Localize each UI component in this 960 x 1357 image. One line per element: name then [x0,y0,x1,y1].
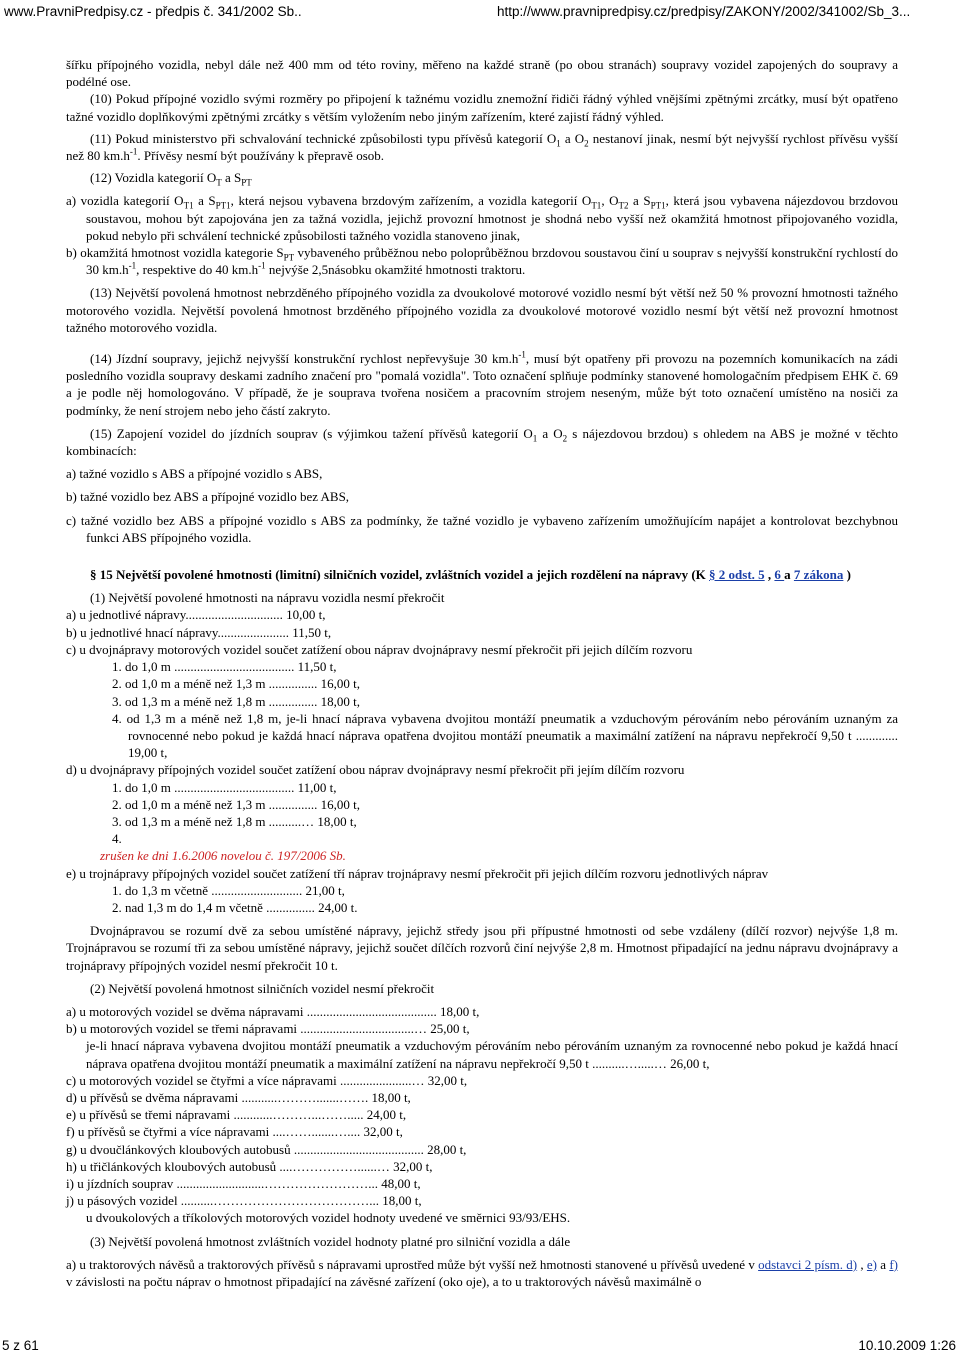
paragraph-10: (10) Pokud přípojné vozidlo svými rozměry po připojení k tažnému vozidlu znemožní řidiči řádný výhled vnějšími zpětnými zrcátky, musí být opatřeno tažné vozidlo doplňkovými zpětnými zrcátky s větším vyložením nebo jiným zařízením, které zajistí řádný výhled. [66,91,898,124]
section-15-2-h: h) u třičlánkových kloubových autobusů ....……………......… 32,00 t, [66,1158,433,1174]
section-15-2-f: f) u přívěsů se čtyřmi a více nápravami ....…….......….... 32,00 t, [66,1124,403,1140]
section-15-1-c-3: 3. od 1,3 m a méně než 1,8 m ............... 18,00 t, [112,693,361,709]
link-odst-6[interactable]: 6 [774,567,785,583]
section-15-1-c-4: 4. od 1,3 m a méně než 1,8 m, je-li hnací náprava vybavena dvojitou montáží pneumatik a vzduchovým pérováním nebo pérováním uznaným za rovnocenné nebo pokud je každá hnací náprava opatřena dvojitou montáží pneumatik a maximální zatížení na nápravu nepřekročí 9,50 t ............. 19,00 t, [112,710,898,761]
paragraph-11: (11) Pokud ministerstvo při schvalování technické způsobilosti typu přívěsů kategorií $O_1$ a $O_2$ nestanoví jinak, nesmí být nejvyšší rychlost přívěsu vyšší než 80 $km.h^{-1}$. Přívěsy nesmí být používány k přepravě osob. [66,130,898,164]
paragraph-15-c: c) tažné vozidlo bez ABS a přípojné vozidlo s ABS za podmínky, že tažné vozidlo je vybaveno zařízením umožňujícím napájet a kontrolovat bezchybnou funkci ABS přípojného vozidla. [66,512,898,545]
section-15-2-b: b) u motorových vozidel se třemi nápravami ...................................… 25,00 t, [66,1021,470,1037]
section-15-2-b-detail: je-li hnací náprava vybavena dvojitou montáží pneumatik a vzduchovým pérováním nebo pérováním uznaným za rovnocenné nebo pokud je každá hnací náprava opatřena dvojitou montáží pneumatik a maximální zatížení na nápravu nepřekročí 9,50 t ..........….....… 26,00 t, [86,1038,898,1071]
section-15-3-intro: (3) Největší povolená hmotnost zvláštních vozidel hodnoty platné pro silniční vozidla a dále [90,1233,571,1249]
section-15-1-d-2: 2. od 1,0 m a méně než 1,3 m ............... 16,00 t, [112,796,361,812]
header-url: http://www.pravnipredpisy.cz/predpisy/ZAKONY/2002/341002/Sb_3... [497,4,911,19]
section-15-1-c: c) u dvojnápravy motorových vozidel součet zatížení obou náprav dvojnápravy nesmí překročit při jejich dílčím rozvoru [66,641,693,657]
section-15-heading: § 15 Největší povolené hmotnosti (limitní) silničních vozidel, zvláštních vozidel a jejich rozdělení na nápravy (K § 2 odst. 5 , 6 a 7 zákona ) [90,567,851,583]
section-15-1-intro: (1) Největší povolené hmotnosti na nápravu vozidla nesmí překročit [90,590,445,606]
section-15-2-note: u dvoukolových a tříkolových motorových vozidel hodnoty uvedené ve směrnici 93/93/EHS. [86,1210,571,1226]
paragraph-15-b: b) tažné vozidlo bez ABS a přípojné vozidlo bez ABS, [66,489,350,505]
section-15-1-b: b) u jednotlivé hnací nápravy...................... 11,50 t, [66,624,332,640]
section-15-2-e: e) u přívěsů se třemi nápravami ............………...……..... 24,00 t, [66,1107,407,1123]
section-15-3-a: a) u traktorových návěsů a traktorových přívěsů s nápravami uprostřed může být vyšší než hmotnosti stanovené u přívěsů uvedené v odstavci 2 písm. d) , e) a f) v závislosti na počtu náprav o hmotnost připadající na závěsné zařízení (oko oje), a to u traktorových návěsů maximálně o [66,1256,898,1289]
section-15-1-d-1: 1. do 1,0 m ..................................... 11,00 t, [112,779,337,795]
section-15-2-a: a) u motorových vozidel se dvěma nápravami ........................................ 18,00 t, [66,1003,480,1019]
link-odstavci-2-pism-d[interactable]: odstavci 2 písm. d) [758,1256,858,1272]
section-15-1-definition: Dvojnápravou se rozumí dvě za sebou umístěné nápravy, jejichž středy jsou při přípustné hmotnosti od sebe vzdáleny (dílčí rozvor) nejvýše 1,8 m. Trojnápravou se rozumí tři za sebou umístěné nápravy, jejichž součet dílčích rozvorů činí nejvýše 2,8 m. Hmotnost připadající na jednu nápravu dvojnápravy a trojnápravy přípojných vozidel nesmí překročit 10 t. [66,923,898,973]
paragraph-15-a: a) tažné vozidlo s ABS a přípojné vozidlo s ABS, [66,466,323,482]
document-body [66,56,898,1290]
paragraph-14: (14) Jízdní soupravy, jejichž nejvyšší konstrukční rychlost nepřevyšuje 30 $km.h^{-1}$, musí být opatřeny při provozu na pozemních komunikacích na zádi posledního vozidla soupravy deskami zadního značení pro "pomalá vozidla". Toto označení splňuje podmínky stanovené homologačním předpisem EHK č. 69 a je podle něj homologováno. V případě, že je souprava tvořena nosičem a pracovním strojem neseným, může být toto označení umístěno na nosiči za podmínky, že není strojem nebo jeho částí zakryto. [66,349,899,418]
footer-page-number: 5 z 61 [2,1338,39,1353]
section-15-1-e: e) u trojnápravy přípojných vozidel součet zatížení tří náprav trojnápravy nesmí překročit při jejich dílčím rozvoru jednotlivých náprav [66,865,769,881]
paragraph-12-a: a) vozidla kategorií $O_{T1}$ a $S_{PT1}$, která nejsou vybavena brzdovým zařízením, a vozidla kategorií $O_{T1}$, $O_{T2}$ a $S_{PT1}$, která jsou vybavena nájezdovou brzdovou soustavou, mohou být zapojována jen za tažná vozidla, jejichž provozní hmotnost je shodná nebo vyšší než okamžitá hmotnost připojovaného vozidla, pokud nebylo při schválení technické způsobilosti tažného vozidla stanoveno jinak, [66,193,899,243]
section-15-1-d-4: 4. [112,831,122,847]
link-pism-e[interactable]: e) [866,1256,878,1272]
section-15-1-d-4-repealed-note: zrušen ke dni 1.6.2006 novelou č. 197/2006 Sb. [100,848,346,864]
section-15-1-c-2: 2. od 1,0 m a méně než 1,3 m ............... 16,00 t, [112,676,361,692]
link-pism-f[interactable]: f) [889,1256,898,1272]
header-left-title: www.PravniPredpisy.cz - předpis č. 341/2002 Sb.. [4,4,302,19]
section-15-2-i: i) u jízdních souprav ...........................……………………... 48,00 t, [66,1175,421,1191]
link-par-2-odst-5[interactable]: § 2 odst. 5 [709,567,765,583]
section-15-2-g: g) u dvoučlánkových kloubových autobusů ........................................ 28,00 t, [66,1141,467,1157]
section-15-1-d: d) u dvojnápravy přípojných vozidel součet zatížení obou náprav dvojnápravy nesmí překročit při jejím dílčím rozvoru [66,762,685,778]
paragraph-continuation: šířku přípojného vozidla, nebyl dále než 400 mm od této roviny, měřeno na každé straně (po obou stranách) soupravy vozidel zapojených do soupravy a podélné ose. [66,57,898,90]
footer-datetime: 10.10.2009 1:26 [858,1338,956,1353]
section-15-2-d: d) u přívěsů se dvěma nápravami ...........……….......……. 18,00 t, [66,1089,411,1105]
paragraph-13: (13) Největší povolená hmotnost nebrzděného přípojného vozidla za dvoukolové motorové vozidlo nesmí být větší než 50 % provozní hmotnosti tažného motorového vozidla. Největší povolená hmotnost brzděného přípojného vozidla za dvoukolové motorové vozidlo nesmí být větší než provozní hmotnost tažného motorového vozidla. [66,285,898,335]
section-15-1-d-3: 3. od 1,3 m a méně než 1,8 m ..........… 18,00 t, [112,813,357,829]
paragraph-15: (15) Zapojení vozidel do jízdních souprav (s výjimkou tažení přívěsů kategorií $O_1$ a $O_2$ s nájezdovou brzdou) s ohledem na ABS je možné v těchto kombinacích: [66,425,898,459]
section-15-1-e-1: 1. do 1,3 m včetně ............................ 21,00 t, [112,882,345,898]
link-odst-7-zakona[interactable]: 7 zákona [793,567,844,583]
section-15-2-c: c) u motorových vozidel se čtyřmi a více nápravami ......................… 32,00 t, [66,1072,468,1088]
section-15-2-intro: (2) Největší povolená hmotnost silničních vozidel nesmí překročit [90,980,435,996]
paragraph-12: (12) Vozidla kategorií $O_T$ a $S_{PT}$ [90,170,252,188]
section-15-1-e-2: 2. nad 1,3 m do 1,4 m včetně ............... 24,00 t. [112,899,358,915]
section-15-1-c-1: 1. do 1,0 m ..................................... 11,50 t, [112,659,337,675]
paragraph-12-b: b) okamžitá hmotnost vozidla kategorie $S_{PT}$ vybaveného průběžnou nebo poloprůběžnou brzdovou soustavou činí u souprav s nejvyšší konstrukční rychlostí do 30 $km.h^{-1}$, respektive do 40 $km.h^{-1}$ nejvýše 2,5násobku okamžité hmotnosti traktoru. [66,245,898,278]
section-15-2-j: j) u pásových vozidel ..........………………………………... 18,00 t, [66,1193,422,1209]
section-15-1-a: a) u jednotlivé nápravy.............................. 10,00 t, [66,607,326,623]
